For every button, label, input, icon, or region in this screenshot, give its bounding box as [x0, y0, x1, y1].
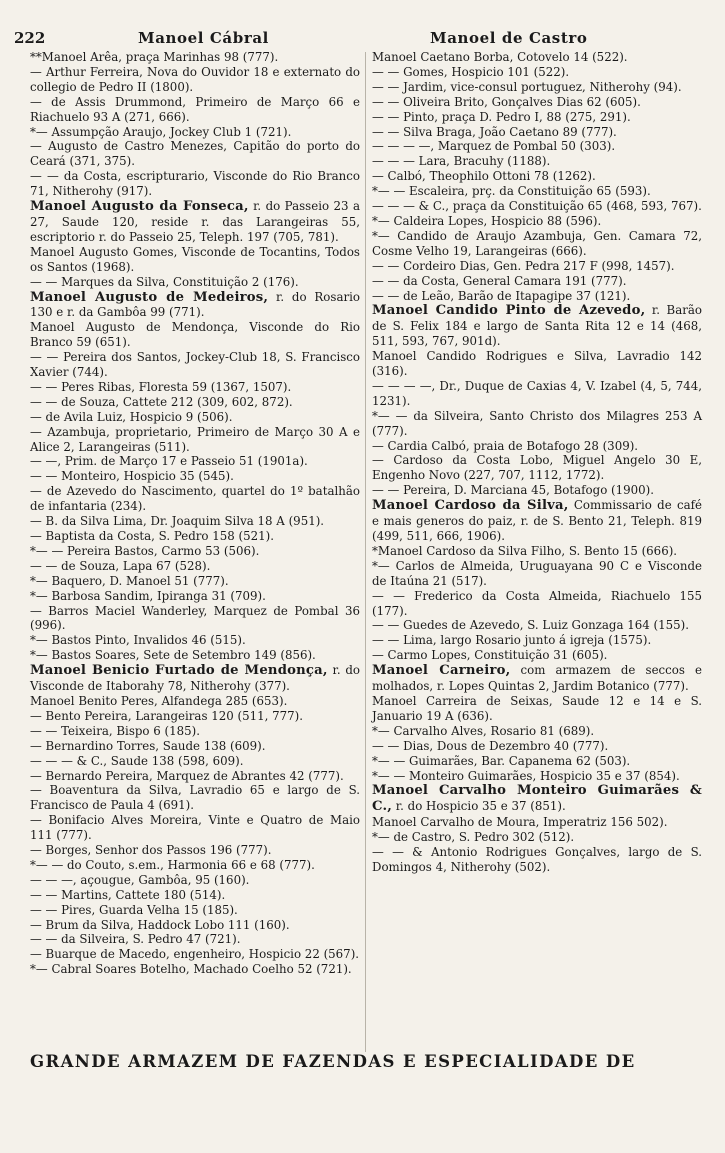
entry-text: *— Caldeira Lopes, Hospicio 88 (596).	[372, 213, 602, 228]
entry-name: Manoel Candido Pinto de Azevedo,	[372, 303, 646, 319]
directory-entry	[30, 903, 360, 918]
entry-text: — — Pereira, D. Marciana 45, Botafogo (1900).	[372, 483, 655, 498]
entry-text: *— — do Couto, s.em., Harmonia 66 e 68 (777).	[30, 857, 315, 872]
entry-text: *— Bastos Pinto, Invalidos 46 (515).	[30, 633, 246, 648]
directory-entry	[372, 544, 702, 559]
entry-text: — Buarque de Macedo, engenheiro, Hospicio 22 (567).	[30, 947, 360, 962]
directory-entry	[30, 320, 360, 350]
directory-entry	[372, 349, 702, 379]
directory-entry	[30, 739, 360, 754]
entry-text: — — Martins, Cattete 180 (514).	[30, 887, 226, 902]
directory-entry	[30, 50, 360, 65]
entry-text: — — —, açougue, Gambôa, 95 (160).	[30, 872, 250, 887]
entry-text: — — — —, Marquez de Pombal 50 (303).	[372, 139, 616, 154]
entry-text: *— — Pereira Bastos, Carmo 53 (506).	[30, 543, 260, 558]
directory-entry	[372, 724, 702, 739]
left-column	[30, 50, 360, 977]
directory-entry	[30, 754, 360, 769]
entry-text: — — — & C., Saude 138 (598, 609).	[30, 753, 244, 768]
directory-entry	[372, 845, 702, 875]
entry-text: — Cardoso da Costa Lobo, Miguel Angelo 30 E, Engenho Novo (227, 707, 1112, 1772).	[372, 453, 702, 483]
directory-entry	[30, 888, 360, 903]
directory-entry	[372, 139, 702, 154]
directory-entry	[30, 694, 360, 709]
directory-entry	[30, 574, 360, 589]
entry-text: — — da Costa, General Camara 191 (777).	[372, 273, 627, 288]
directory-entry	[30, 873, 360, 888]
entry-text: — — de Souza, Lapa 67 (528).	[30, 558, 211, 573]
entry-text: — de Avila Luiz, Hospicio 9 (506).	[30, 409, 233, 424]
directory-entry	[30, 395, 360, 410]
directory-entry	[30, 125, 360, 140]
entry-text: — — Jardim, vice-consul portuguez, Nitherohy (94).	[372, 79, 682, 94]
directory-entry	[372, 125, 702, 140]
entry-text: — — Cordeiro Dias, Gen. Pedra 217 F (998, 1457).	[372, 258, 675, 273]
entry-text: r. do Rosario 130 e r. da Gambôa 99 (771).	[30, 289, 360, 320]
entry-name: Manoel Cardoso da Silva,	[372, 498, 569, 514]
directory-entry	[372, 50, 702, 65]
entry-text: r. do Passeio 23 a 27, Saude 120, reside r. das Larangeiras 55, escriptorio r. do Passeio 25, Teleph. 197 (705, 781).	[30, 199, 360, 244]
entry-text: — — Silva Braga, João Caetano 89 (777).	[372, 124, 617, 139]
directory-entry	[30, 469, 360, 484]
directory-entry	[372, 589, 702, 619]
directory-entry	[30, 350, 360, 380]
entry-text: Manoel Carreira de Seixas, Saude 12 e 14 e S. Januario 19 A (636).	[372, 693, 702, 723]
entry-text: — — Pinto, praça D. Pedro I, 88 (275, 291).	[372, 109, 631, 124]
directory-entry	[372, 633, 702, 648]
entry-text: — — Pereira dos Santos, Jockey-Club 18, S. Francisco Xavier (744).	[30, 350, 360, 380]
entry-text: — Carmo Lopes, Constituição 31 (605).	[372, 648, 608, 663]
running-head-right: Manoel de Castro	[430, 29, 588, 47]
entry-text: — — Dias, Dous de Dezembro 40 (777).	[372, 738, 609, 753]
entry-text: *— Assumpção Araujo, Jockey Club 1 (721).	[30, 124, 292, 139]
entry-text: — B. da Silva Lima, Dr. Joaquim Silva 18 A (951).	[30, 514, 325, 529]
directory-entry	[30, 484, 360, 514]
entry-text: — Boaventura da Silva, Lavradio 65 e largo de S. Francisco de Paula 4 (691).	[30, 783, 360, 813]
directory-entry	[30, 709, 360, 724]
directory-entry	[372, 229, 702, 259]
directory-entry	[30, 169, 360, 199]
directory-entry	[30, 947, 360, 962]
entry-text: *— — Escaleira, prç. da Constituição 65 (593).	[372, 184, 651, 199]
directory-entry	[372, 439, 702, 454]
entry-text: *— Bastos Soares, Sete de Setembro 149 (856).	[30, 648, 316, 663]
directory-entry	[372, 95, 702, 110]
entry-text: r. Barão de S. Felix 184 e largo de Santa Rita 12 e 14 (468, 511, 593, 767, 901d).	[372, 303, 702, 349]
entry-text: — — da Silveira, S. Pedro 47 (721).	[30, 932, 241, 947]
directory-entry	[372, 169, 702, 184]
entry-text: — — & Antonio Rodrigues Gonçalves, largo de S. Domingos 4, Nitherohy (502).	[372, 845, 702, 874]
directory-entry	[372, 483, 702, 498]
directory-entry	[30, 962, 360, 977]
directory-entry	[30, 783, 360, 813]
directory-entry	[30, 604, 360, 634]
directory-entry	[30, 410, 360, 425]
directory-entry	[30, 290, 360, 321]
entry-text: — — Guedes de Azevedo, S. Luiz Gonzaga 164 (155).	[372, 618, 690, 633]
directory-entry	[372, 815, 702, 830]
entry-text: — Bernardo Pereira, Marquez de Abrantes 42 (777).	[30, 768, 344, 783]
directory-entry	[30, 139, 360, 169]
entry-text: — — Marques da Silva, Constituição 2 (176).	[30, 274, 299, 289]
entry-text: *— — Monteiro Guimarães, Hospicio 35 e 37 (854).	[372, 768, 680, 783]
directory-entry	[372, 303, 702, 349]
directory-entry	[30, 95, 360, 125]
directory-entry	[372, 498, 702, 544]
entry-text: — — Pires, Guarda Velha 15 (185).	[30, 902, 238, 917]
directory-entry	[30, 813, 360, 843]
entry-text: *— — da Silveira, Santo Christo dos Milagres 253 A (777).	[372, 408, 702, 438]
directory-entry	[30, 199, 360, 245]
entry-text: — Bonifacio Alves Moreira, Vinte e Quatro de Maio 111 (777).	[30, 813, 360, 843]
directory-entry	[372, 453, 702, 483]
directory-entry	[372, 783, 702, 815]
entry-text: — Barros Maciel Wanderley, Marquez de Pombal 36 (996).	[30, 603, 360, 633]
entry-text: com armazem de seccos e molhados, r. Lopes Quintas 2, Jardim Botanico (777).	[372, 663, 703, 694]
directory-entry	[372, 214, 702, 229]
running-head-left: Manoel Cábral	[138, 29, 269, 47]
entry-text: *— Cabral Soares Botelho, Machado Coelho 52 (721).	[30, 962, 352, 977]
directory-entry	[30, 380, 360, 395]
directory-entry	[372, 110, 702, 125]
entry-text: — — — —, Dr., Duque de Caxias 4, V. Izabel (4, 5, 744, 1231).	[372, 378, 702, 408]
entry-text: — — Frederico da Costa Almeida, Riachuelo 155 (177).	[372, 588, 702, 618]
entry-name: Manoel Augusto de Medeiros,	[30, 289, 269, 305]
directory-entry	[30, 454, 360, 469]
entry-text: — Borges, Senhor dos Passos 196 (777).	[30, 843, 272, 858]
entry-text: Manoel Carvalho de Moura, Imperatriz 156 502).	[372, 815, 668, 830]
entry-text: — — — & C., praça da Constituição 65 (468, 593, 767).	[372, 199, 702, 214]
directory-entry	[372, 648, 702, 663]
entry-text: *— Barbosa Sandim, Ipiranga 31 (709).	[30, 588, 266, 603]
entry-text: — — de Leão, Barão de Itapagipe 37 (121).	[372, 288, 631, 303]
directory-entry	[30, 843, 360, 858]
directory-entry	[372, 80, 702, 95]
directory-entry	[372, 154, 702, 169]
entry-text: — de Azevedo do Nascimento, quartel do 1º batalhão de infantaria (234).	[30, 484, 360, 514]
entry-name: Manoel Carneiro,	[372, 663, 511, 679]
entry-text: Manoel Augusto Gomes, Visconde de Tocantins, Todos os Santos (1968).	[30, 244, 360, 274]
directory-entry	[30, 245, 360, 275]
directory-entry	[30, 633, 360, 648]
directory-entry	[30, 529, 360, 544]
entry-text: *Manoel Cardoso da Silva Filho, S. Bento 15 (666).	[372, 543, 678, 558]
entry-text: — — Teixeira, Bispo 6 (185).	[30, 723, 201, 738]
entry-text: *— Candido de Araujo Azambuja, Gen. Camara 72, Cosme Velho 19, Larangeiras (666).	[372, 228, 702, 258]
entry-text: — — de Souza, Cattete 212 (309, 602, 872).	[30, 394, 293, 409]
directory-entry	[30, 275, 360, 290]
directory-entry	[30, 918, 360, 933]
entry-name: Manoel Augusto da Fonseca,	[30, 199, 249, 215]
entry-text: — — Lima, largo Rosario junto á igreja (1575).	[372, 633, 652, 648]
entry-text: Commissario de café e mais generos do paiz, r. de S. Bento 21, Teleph. 819 (499, 511, 666, 1906).	[372, 498, 702, 543]
entry-name: Manoel Benicio Furtado de Mendonça,	[30, 663, 328, 679]
entry-text: — — Peres Ribas, Floresta 59 (1367, 1507).	[30, 379, 292, 394]
entry-text: — Arthur Ferreira, Nova do Ouvidor 18 e externato do collegio de Pedro II (1800).	[30, 64, 360, 94]
directory-entry	[30, 769, 360, 784]
directory-entry	[372, 65, 702, 80]
directory-entry	[372, 618, 702, 633]
right-column	[372, 50, 702, 875]
entry-text: *— — Guimarães, Bar. Capanema 62 (503).	[372, 753, 631, 768]
entry-text: — —, Prim. de Março 17 e Passeio 51 (1901a).	[30, 454, 308, 469]
column-divider	[365, 52, 366, 1052]
directory-entry	[372, 274, 702, 289]
footer-banner: GRANDE ARMAZEM DE FAZENDAS E ESPECIALIDADE DE	[30, 1052, 636, 1071]
entry-text: *— de Castro, S. Pedro 302 (512).	[372, 830, 575, 845]
entry-text: — Calbó, Theophilo Ottoni 78 (1262).	[372, 169, 596, 184]
entry-text: Manoel Candido Rodrigues e Silva, Lavradio 142 (316).	[372, 349, 702, 379]
entry-text: Manoel Augusto de Mendonça, Visconde do Rio Branco 59 (651).	[30, 320, 360, 350]
entry-text: Manoel Benito Peres, Alfandega 285 (653).	[30, 693, 288, 708]
entry-text: — Bento Pereira, Larangeiras 120 (511, 777).	[30, 708, 304, 723]
directory-entry	[372, 259, 702, 274]
entry-text: **Manoel Arêa, praça Marinhas 98 (777).	[30, 50, 279, 64]
entry-text: — — — Lara, Bracuhy (1188).	[372, 154, 551, 169]
directory-entry	[372, 199, 702, 214]
directory-entry	[372, 694, 702, 724]
entry-text: r. do Hospicio 35 e 37 (851).	[392, 799, 566, 814]
entry-text: — Baptista da Costa, S. Pedro 158 (521).	[30, 529, 275, 543]
directory-entry	[372, 289, 702, 304]
directory-entry	[372, 409, 702, 439]
directory-entry	[30, 724, 360, 739]
entry-text: — Bernardino Torres, Saude 138 (609).	[30, 738, 266, 753]
entry-text: *— Baquero, D. Manoel 51 (777).	[30, 573, 229, 588]
directory-entry	[30, 559, 360, 574]
directory-entry	[372, 559, 702, 589]
entry-name: Manoel Carvalho Monteiro Guimarães & C.,	[372, 783, 702, 815]
directory-entry	[30, 514, 360, 529]
directory-entry	[30, 544, 360, 559]
entry-text: — — Gomes, Hospicio 101 (522).	[372, 64, 570, 79]
directory-entry	[30, 589, 360, 604]
page-number: 222	[14, 29, 46, 47]
entry-text: — Augusto de Castro Menezes, Capitão do porto do Ceará (371, 375).	[30, 139, 360, 169]
directory-entry	[30, 648, 360, 663]
directory-entry	[30, 65, 360, 95]
page-header	[0, 0, 725, 48]
directory-entry	[372, 739, 702, 754]
directory-entry	[30, 425, 360, 455]
entry-text: — de Assis Drummond, Primeiro de Março 66 e Riachuelo 93 A (271, 666).	[30, 94, 360, 124]
entry-text: — — da Costa, escripturario, Visconde do Rio Branco 71, Nitherohy (917).	[30, 169, 360, 199]
directory-entry	[30, 932, 360, 947]
entry-text: *— Carvalho Alves, Rosario 81 (689).	[372, 723, 595, 738]
entry-text: — — Monteiro, Hospicio 35 (545).	[30, 469, 234, 484]
entry-text: — Cardia Calbó, praia de Botafogo 28 (309).	[372, 438, 639, 453]
entry-text: *— Carlos de Almeida, Uruguayana 90 C e Visconde de Itaúna 21 (517).	[372, 558, 702, 588]
entry-text: — — Oliveira Brito, Gonçalves Dias 62 (605).	[372, 94, 641, 109]
directory-entry	[372, 379, 702, 409]
directory-entry	[30, 858, 360, 873]
entry-text: Manoel Caetano Borba, Cotovelo 14 (522).	[372, 50, 628, 64]
directory-entry	[372, 184, 702, 199]
entry-text: r. do Visconde de Itaborahy 78, Nitherohy (377).	[30, 663, 361, 694]
directory-entry	[372, 663, 702, 694]
entry-text: — Brum da Silva, Haddock Lobo 111 (160).	[30, 917, 290, 932]
directory-entry	[372, 830, 702, 845]
entry-text: — Azambuja, proprietario, Primeiro de Março 30 A e Alice 2, Larangeiras (511).	[30, 424, 360, 454]
directory-entry	[30, 663, 360, 694]
directory-entry	[372, 754, 702, 769]
directory-entry	[372, 769, 702, 784]
